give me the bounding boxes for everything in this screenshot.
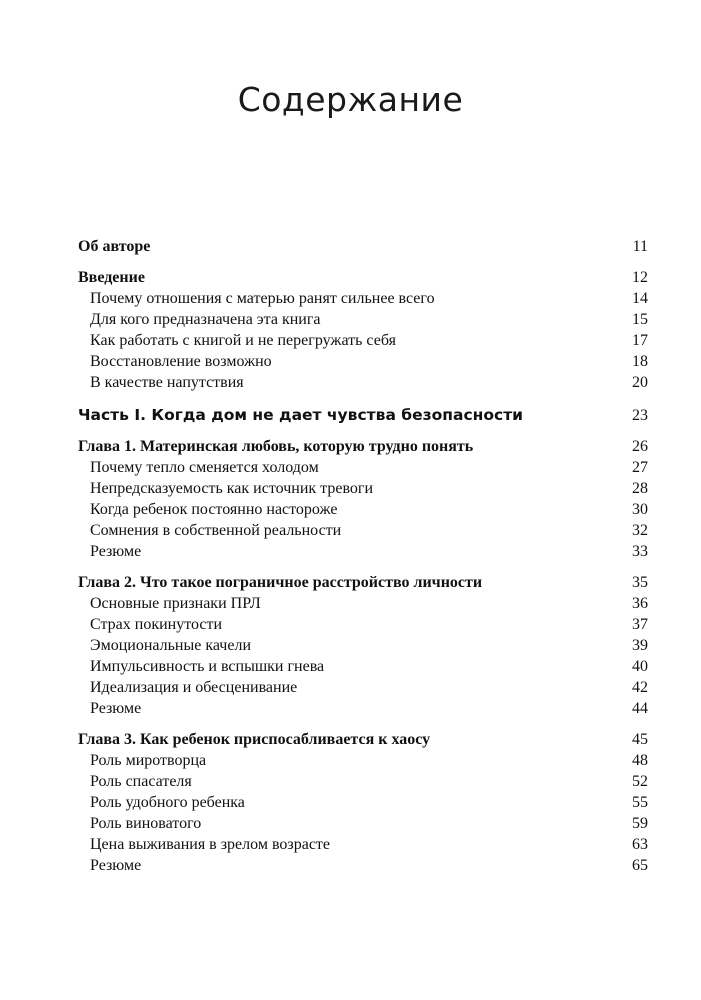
toc-subentry: [78, 834, 648, 855]
toc-entry-label: Глава 1. Материнская любовь, которую трудно понять: [78, 438, 474, 455]
toc-entry-label: Сомнения в собственной реальности: [90, 522, 342, 539]
toc-entry-label: Цена выживания в зрелом возрасте: [90, 836, 331, 853]
toc-entry-label: Почему отношения с матерью ранят сильнее всего: [90, 290, 435, 307]
toc-subentry: [78, 288, 648, 309]
section-gap: [78, 719, 648, 729]
toc-page-number: 30: [632, 501, 648, 518]
toc-heading-entry: [78, 267, 648, 288]
toc-entry-label: Роль виноватого: [90, 815, 202, 832]
toc-subentry: [78, 698, 648, 719]
toc-page-number: 37: [632, 616, 648, 633]
toc-entry-label: Восстановление возможно: [90, 353, 272, 370]
toc-page-number: 59: [632, 815, 648, 832]
toc-page-number: 11: [632, 238, 648, 255]
toc-heading-entry: [78, 436, 648, 457]
toc-page-number: 26: [632, 438, 648, 455]
toc-entry-label: Роль удобного ребенка: [90, 794, 245, 811]
toc-entry-label: Эмоциональные качели: [90, 637, 251, 654]
toc-entry-label: Роль спасателя: [90, 773, 192, 790]
toc-entry-label: Для кого предназначена эта книга: [90, 311, 321, 328]
toc-entry-label: Идеализация и обесценивание: [90, 679, 298, 696]
toc-page-number: 55: [632, 794, 648, 811]
toc-subentry: [78, 656, 648, 677]
toc-subentry: [78, 372, 648, 393]
toc-entry-label: Об авторе: [78, 238, 151, 255]
toc-subentry: [78, 593, 648, 614]
toc-page-number: 42: [632, 679, 648, 696]
toc-page-number: 33: [632, 543, 648, 560]
toc-page-number: 63: [632, 836, 648, 853]
toc-subentry: [78, 541, 648, 562]
toc-subentry: [78, 457, 648, 478]
table-of-contents: [78, 236, 648, 876]
toc-page-number: 15: [632, 311, 648, 328]
toc-entry-label: Почему тепло сменяется холодом: [90, 459, 319, 476]
toc-page-number: 45: [632, 731, 648, 748]
toc-heading-entry: [78, 572, 648, 593]
toc-page-number: 65: [632, 857, 648, 874]
toc-subentry: [78, 771, 648, 792]
toc-subentry: [78, 520, 648, 541]
toc-subentry: [78, 855, 648, 876]
toc-part-entry: [78, 405, 648, 426]
toc-entry-label: Глава 2. Что такое пограничное расстройство личности: [78, 574, 483, 591]
toc-entry-label: Резюме: [90, 543, 142, 560]
toc-page-number: 27: [632, 459, 648, 476]
toc-entry-label: Страх покинутости: [90, 616, 223, 633]
toc-page-number: 39: [632, 637, 648, 654]
toc-entry-label: Введение: [78, 269, 145, 286]
toc-page-number: 48: [632, 752, 648, 769]
section-gap: [78, 426, 648, 436]
toc-page-number: 20: [632, 374, 648, 391]
toc-subentry: [78, 792, 648, 813]
toc-page-number: 32: [632, 522, 648, 539]
toc-subentry: [78, 813, 648, 834]
toc-page-number: 52: [632, 773, 648, 790]
toc-entry-label: Когда ребенок постоянно настороже: [90, 501, 338, 518]
section-gap: [78, 562, 648, 572]
toc-entry-label: Резюме: [90, 857, 142, 874]
toc-entry-label: Как работать с книгой и не перегружать себя: [90, 332, 396, 349]
toc-page-number: 35: [632, 574, 648, 591]
toc-subentry: [78, 351, 648, 372]
toc-subentry: [78, 677, 648, 698]
toc-subentry: [78, 330, 648, 351]
toc-entry-label: Импульсивность и вспышки гнева: [90, 658, 325, 675]
toc-entry-label: Резюме: [90, 700, 142, 717]
toc-subentry: [78, 499, 648, 520]
toc-page-number: 18: [632, 353, 648, 370]
toc-entry-label: В качестве напутствия: [90, 374, 244, 391]
toc-subentry: [78, 635, 648, 656]
toc-page-number: 28: [632, 480, 648, 497]
toc-page-number: 14: [632, 290, 648, 307]
toc-page-number: 17: [632, 332, 648, 349]
section-gap: [78, 257, 648, 267]
toc-page-number: 44: [632, 700, 648, 717]
toc-heading-entry: [78, 729, 648, 750]
section-gap: [78, 393, 648, 405]
toc-page-number: 23: [632, 407, 648, 424]
toc-entry-label: Роль миротворца: [90, 752, 207, 769]
toc-entry-label: Основные признаки ПРЛ: [90, 595, 261, 612]
toc-subentry: [78, 309, 648, 330]
toc-subentry: [78, 614, 648, 635]
toc-entry-label: Непредсказуемость как источник тревоги: [90, 480, 374, 497]
toc-entry-label: Глава 3. Как ребенок приспосабливается к хаосу: [78, 731, 431, 748]
page-title: Содержание: [237, 80, 464, 119]
toc-entry-label: Часть I. Когда дом не дает чувства безопасности: [78, 406, 524, 424]
toc-subentry: [78, 750, 648, 771]
toc-page-number: 12: [632, 269, 648, 286]
toc-page-number: 40: [632, 658, 648, 675]
toc-subentry: [78, 478, 648, 499]
toc-page-number: 36: [632, 595, 648, 612]
toc-heading-entry: [78, 236, 648, 257]
